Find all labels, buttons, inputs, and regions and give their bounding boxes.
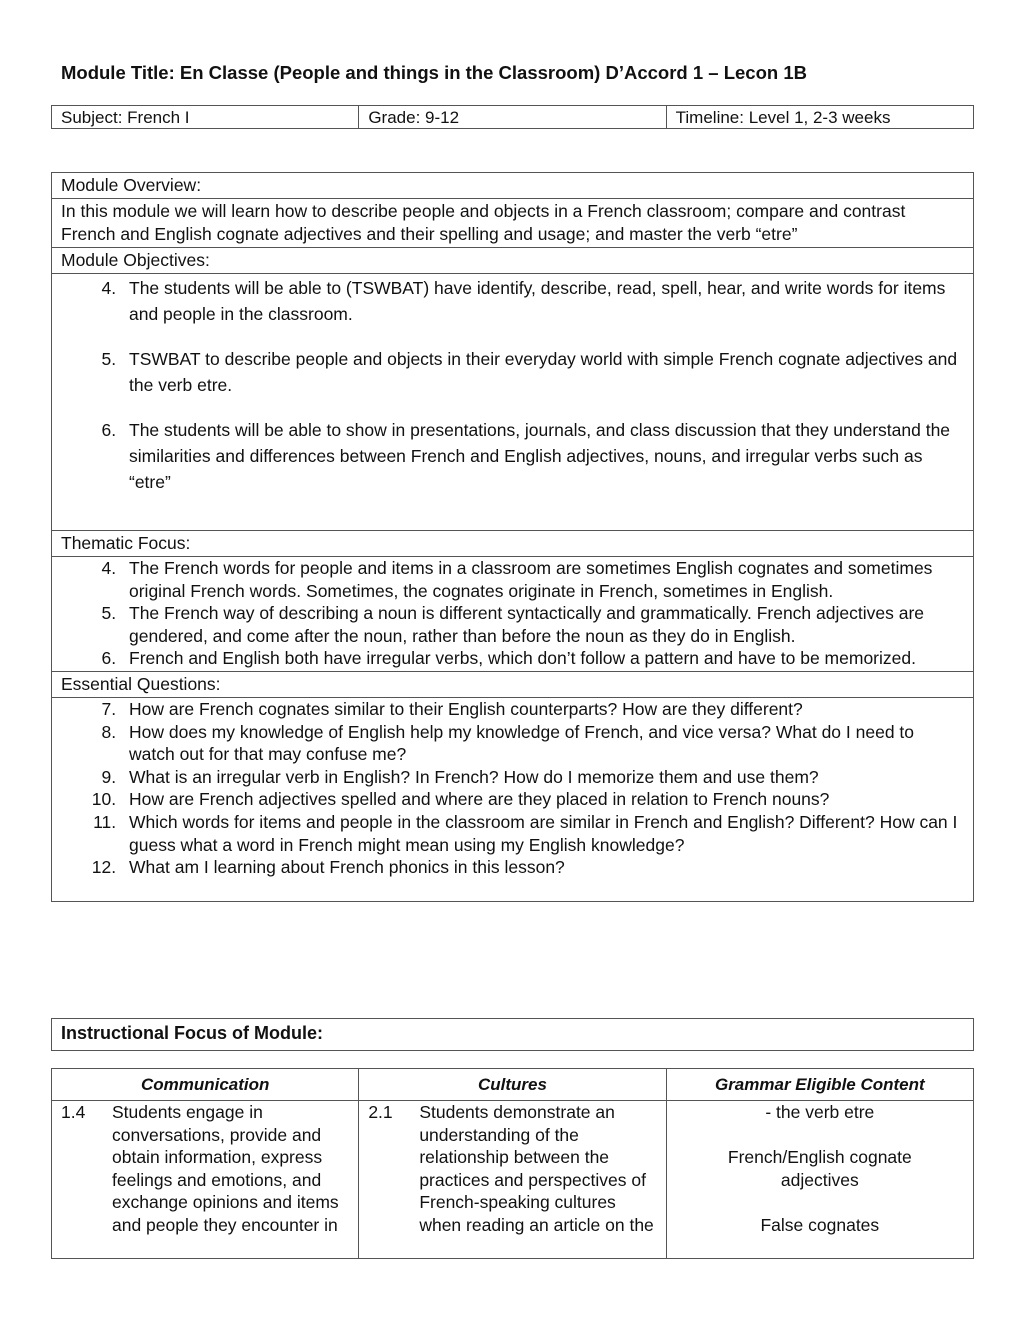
thematic-item: 4. The French words for people and items in a classroom are sometimes English cognates and sometimes original French words. Sometimes, the cognates originate in French, sometimes in English.	[121, 557, 964, 602]
thematic-item: 6. French and English both have irregular verbs, which don’t follow a pattern and have to be memorized.	[121, 647, 964, 670]
question-item: 11. Which words for items and people in the classroom are similar in French and English? Different? How can I guess what a word in French might mean using my English knowledge?	[121, 811, 964, 856]
focus-standards-table	[51, 1068, 974, 1259]
question-item: 10. How are French adjectives spelled and where are they placed in relation to French nouns?	[121, 788, 964, 811]
cultures-standard-text: Students demonstrate an understanding of the relationship between the practices and perspectives of French-speaking cultures when reading an article on the	[419, 1102, 654, 1235]
subject-cell: Subject: French I	[52, 106, 359, 129]
thematic-item: 5. The French way of describing a noun is different syntactically and grammatically. French adjectives are gendered, and come after the noun, rather than before the noun as they do in English.	[121, 602, 964, 647]
questions-cell	[52, 697, 974, 901]
objective-item: 6. The students will be able to show in presentations, journals, and class discussion that they understand the similarities and differences between French and English adjectives, nouns, and irregular verbs such as “etre”	[121, 417, 964, 495]
questions-header: Essential Questions:	[52, 671, 974, 697]
cultures-standard-number: 2.1	[368, 1102, 393, 1122]
timeline-cell: Timeline: Level 1, 2-3 weeks	[666, 106, 973, 129]
grammar-header: Grammar Eligible Content	[666, 1069, 973, 1101]
grade-cell: Grade: 9-12	[359, 106, 666, 129]
grammar-item: False cognates	[760, 1214, 880, 1235]
question-item: 9. What is an irregular verb in English? In French? How do I memorize them and use them?	[121, 766, 964, 789]
module-meta-table	[51, 105, 974, 129]
question-item: 12. What am I learning about French phonics in this lesson?	[121, 856, 964, 879]
grammar-cell	[666, 1101, 973, 1259]
communication-cell	[52, 1101, 359, 1259]
question-item: 8. How does my knowledge of English help my knowledge of French, and vice versa? What do I need to watch out for that may confuse me?	[121, 721, 964, 766]
communication-header: Communication	[52, 1069, 359, 1101]
thematic-list	[61, 557, 964, 670]
objectives-header: Module Objectives:	[52, 248, 974, 274]
overview-text: In this module we will learn how to describe people and objects in a French classroom; compare and contrast French and English cognate adjectives and their spelling and usage; and master the verb “etre”	[52, 199, 974, 248]
cultures-header: Cultures	[359, 1069, 666, 1101]
question-item: 7. How are French cognates similar to their English counterparts? How are they different?	[121, 698, 964, 721]
cultures-cell	[359, 1101, 666, 1259]
communication-standard-text: Students engage in conversations, provide and obtain information, express feelings and emotions, and exchange opinions and items and people they encounter in	[112, 1102, 339, 1235]
grammar-item: - the verb etre	[765, 1102, 875, 1122]
instructional-focus-table	[51, 1018, 974, 1051]
module-title: Module Title: En Classe (People and things in the Classroom) D’Accord 1 – Lecon 1B	[61, 62, 807, 83]
objective-item: 5. TSWBAT to describe people and objects in their everyday world with simple French cognate adjectives and the verb etre.	[121, 346, 964, 398]
thematic-cell	[52, 557, 974, 672]
grammar-item: French/English cognate adjectives	[727, 1147, 912, 1190]
thematic-header: Thematic Focus:	[52, 531, 974, 557]
objectives-list	[61, 275, 964, 495]
instructional-focus-title: Instructional Focus of Module:	[52, 1019, 974, 1051]
objective-item: 4. The students will be able to (TSWBAT) have identify, describe, read, spell, hear, and write words for items and people in the classroom.	[121, 275, 964, 327]
module-overview-table	[51, 172, 974, 902]
overview-header: Module Overview:	[52, 173, 974, 199]
objectives-cell	[52, 274, 974, 531]
communication-standard-number: 1.4	[61, 1102, 86, 1122]
questions-list	[61, 698, 964, 879]
